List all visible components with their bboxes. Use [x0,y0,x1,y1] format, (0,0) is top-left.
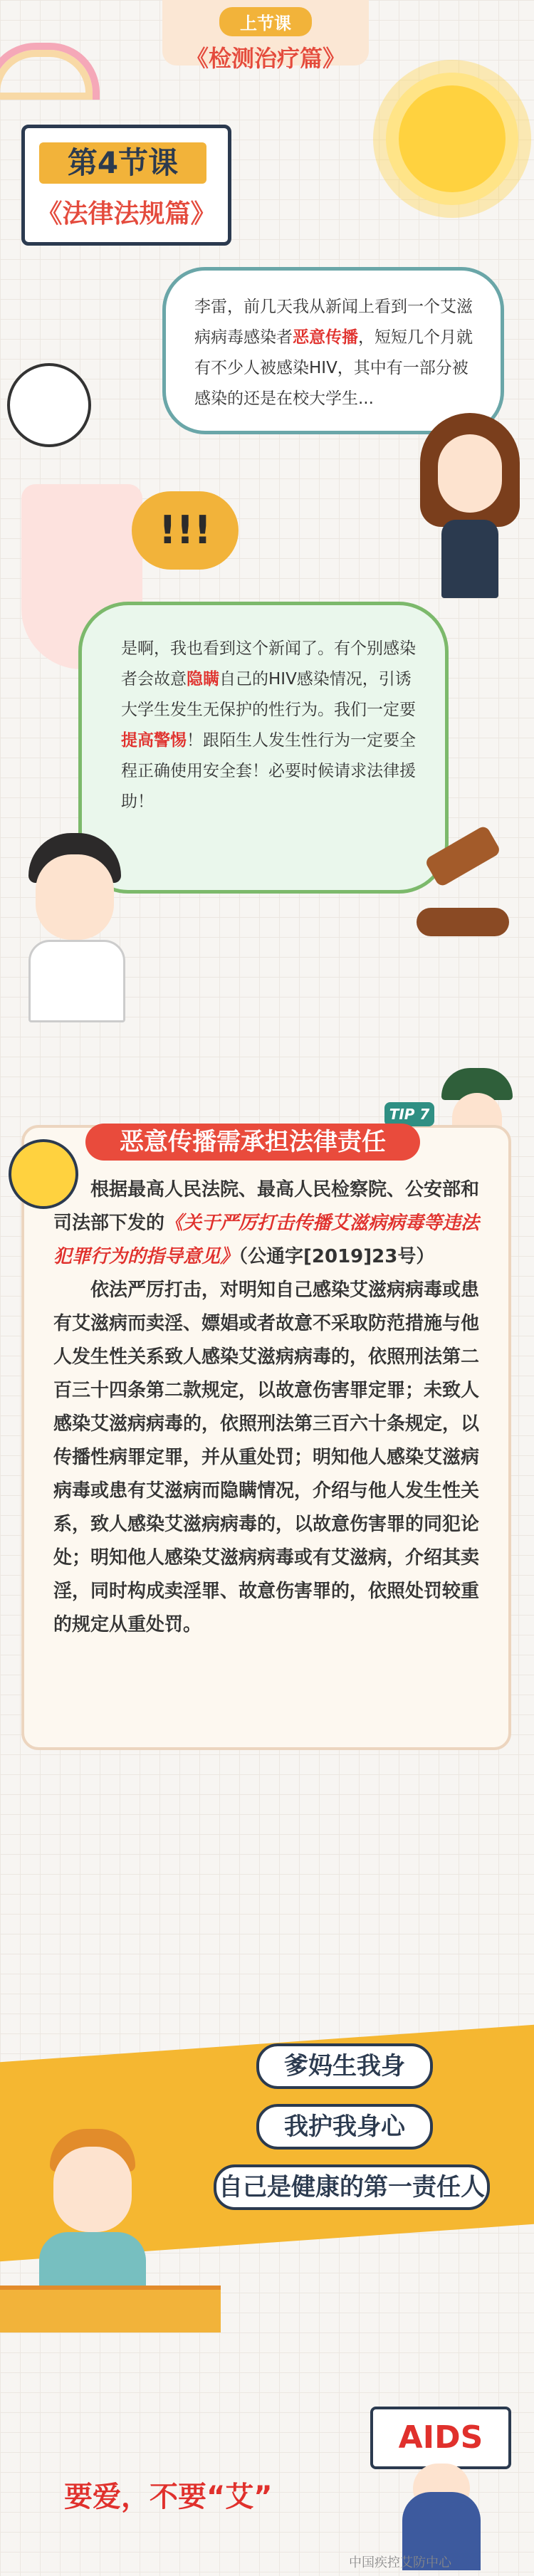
law-card-body [53,1173,488,1642]
girl-face [438,434,502,513]
lesson-book-card [21,125,231,246]
source-watermark: 中国疾控艾防中心 [349,2555,451,2570]
boy-speech-text: 是啊，我也看到这个新闻了。有个别感染者会故意隐瞒自己的HIV感染情况，引诱大学生发生无保护的性行为。我们一定要提高警惕！跟陌生人发生性行为一定要全程正确使用安全套！必要时候请求法律援助！ [121,639,416,811]
law-card-title: 恶意传播需承担法律责任 [85,1124,420,1161]
lesson-title: 《法律法规篇》 [36,199,216,229]
boy-body [28,940,125,1022]
gavel-icon [409,833,516,947]
closing-slogan: 要爱，不要“艾” [64,2481,273,2513]
girl-body [441,520,498,598]
podium-desk [0,2286,221,2332]
law-paragraph-source: 根据最高人民法院、最高人民检察院、公安部和司法部下发的《关于严厉打击传播艾滋病病毒等违法犯罪行为的指导意见》（公通字[2019]23号） [53,1179,480,1267]
aids-sign-character [370,2407,513,2570]
speaker-character [28,2129,157,2293]
doubt-face-icon [7,363,91,447]
previous-lesson-title: 《检测治疗篇》 [185,45,345,72]
girl-speech-bubble [162,267,504,434]
aids-sign: AIDS [370,2407,511,2469]
sun-decoration [399,85,506,192]
girl-speech-text: 李雷，前几天我从新闻上看到一个艾滋病病毒感染者恶意传播，短短几个月就有不少人被感染HIV，其中有一部分被感染的还是在校大学生... [194,298,473,408]
rainbow-decoration [0,43,100,100]
lesson-number: 第4节课 [39,142,206,184]
highlight-conceal: 隐瞒 [187,670,219,688]
law-document-name: 《关于严厉打击传播艾滋病病毒等违法犯罪行为的指导意见》 [53,1213,480,1267]
tip-badge: TIP 7 [384,1102,434,1126]
law-paragraph-penalties: 依法严厉打击，对明知自己感染艾滋病病毒或患有艾滋病而卖淫、嫖娼或者故意不采取防范措施与他人发生性关系致人感染艾滋病病毒的，依照刑法第二百三十四条第二款规定，以故意伤害罪定罪；未致人感染艾滋病病毒的，依照刑法第三百六十条规定，以传播性病罪定罪，并从重处罚；明知他人感染艾滋病病毒或患有艾滋病而隐瞒情况，介绍与他人发生性关系，致人感染艾滋病病毒的，以故意伤害罪的同犯论处；明知他人感染艾滋病病毒或有艾滋病，介绍其卖淫，同时构成卖淫罪、故意伤害罪的，依照处罚较重的规定从重处罚。 [53,1279,480,1635]
slogan-1: 爹妈生我身 [256,2043,433,2089]
highlight-malicious-spread: 恶意传播 [293,328,358,347]
boy-character [14,833,135,1018]
boy-face [36,854,114,940]
slogan-2: 我护我身心 [256,2104,433,2150]
girl-character [420,413,520,598]
previous-lesson-label: 上节课 [219,7,312,36]
exclamation-bubble: !!! [132,491,239,570]
previous-lesson-link[interactable] [162,0,369,72]
slogan-3: 自己是健康的第一责任人 [214,2164,490,2210]
highlight-alert: 提高警惕 [121,731,187,750]
